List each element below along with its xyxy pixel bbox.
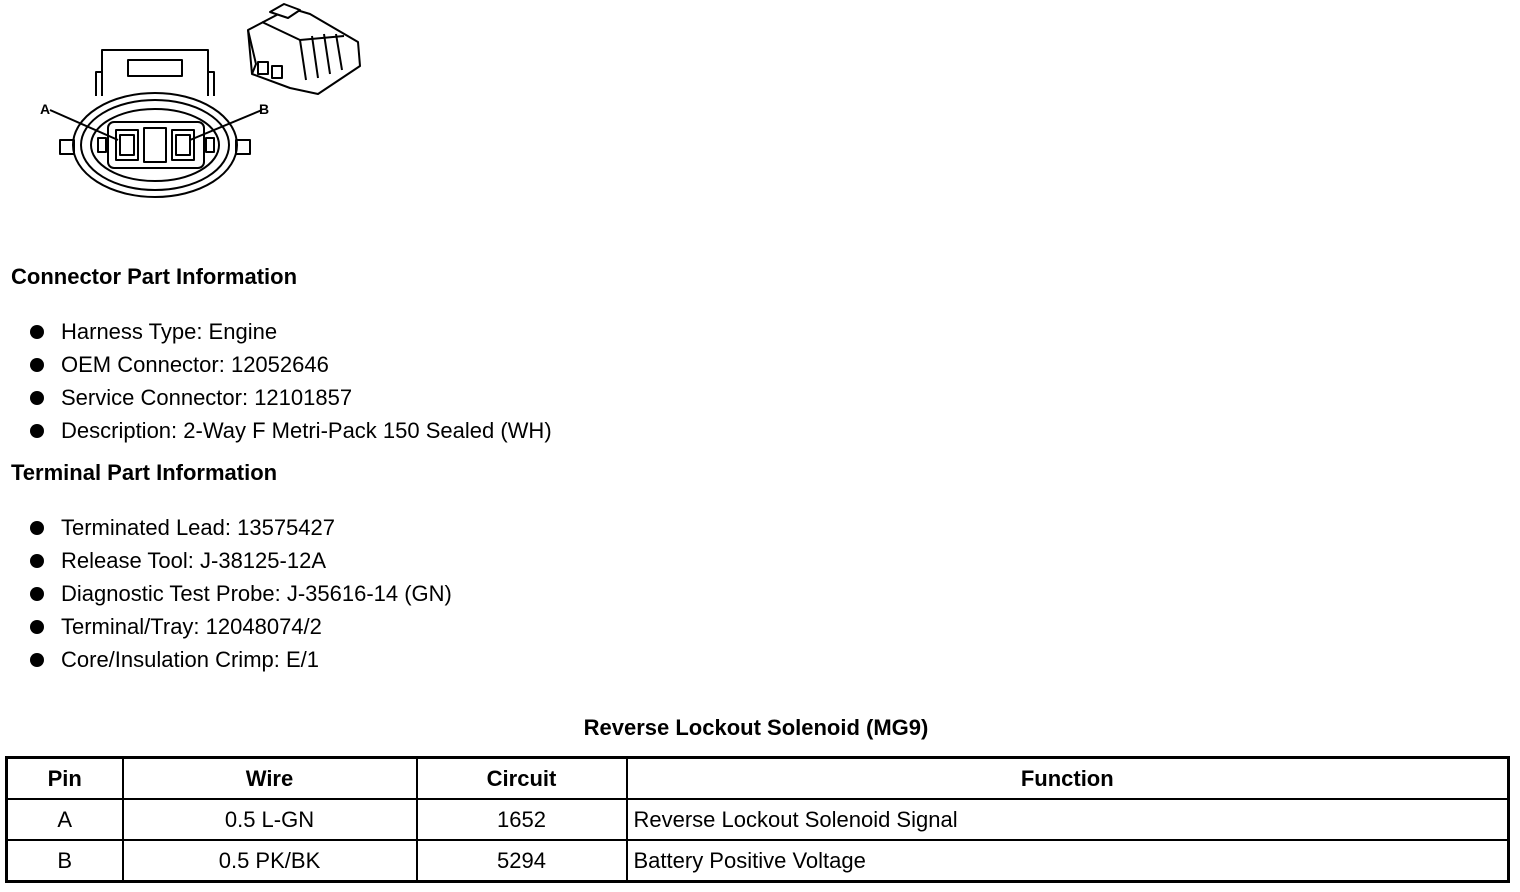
list-item: [28, 544, 452, 577]
pin-a-label: A: [40, 101, 51, 117]
cell-pin: A: [7, 799, 123, 840]
cell-pin: B: [7, 840, 123, 882]
terminal-info-heading: Terminal Part Information: [11, 460, 278, 485]
connector-info-list: [28, 315, 552, 447]
list-item-text: Terminated Lead: 13575427: [61, 515, 335, 540]
bullet-icon: [30, 325, 44, 339]
bullet-icon: [30, 391, 44, 405]
list-item-text: Diagnostic Test Probe: J-35616-14 (GN): [61, 581, 452, 606]
cell-circuit: 1652: [417, 799, 627, 840]
list-item: [28, 643, 452, 676]
bullet-icon: [30, 358, 44, 372]
cell-wire: 0.5 PK/BK: [123, 840, 417, 882]
list-item-text: Harness Type: Engine: [61, 319, 278, 344]
pin-table: [5, 756, 1510, 883]
list-item-text: Release Tool: J-38125-12A: [61, 548, 326, 573]
bullet-icon: [30, 554, 44, 568]
table-row: [7, 840, 1509, 882]
table-title: Reverse Lockout Solenoid (MG9): [583, 715, 929, 740]
list-item: [28, 577, 452, 610]
cell-function: Battery Positive Voltage: [627, 840, 1509, 882]
bullet-icon: [30, 521, 44, 535]
list-item: [28, 610, 452, 643]
header-function: Function: [627, 758, 1509, 800]
header-wire: Wire: [123, 758, 417, 800]
connector-diagram: [0, 0, 380, 210]
bullet-icon: [30, 653, 44, 667]
list-item-text: Description: 2-Way F Metri-Pack 150 Sealed (WH): [61, 418, 552, 443]
pin-b-label: B: [259, 101, 270, 117]
table-row: [7, 799, 1509, 840]
list-item: [28, 511, 452, 544]
table-header-row: [7, 758, 1509, 800]
cell-function: Reverse Lockout Solenoid Signal: [627, 799, 1509, 840]
header-circuit: Circuit: [417, 758, 627, 800]
cell-circuit: 5294: [417, 840, 627, 882]
list-item: [28, 414, 552, 447]
connector-info-heading: Connector Part Information: [11, 264, 298, 289]
terminal-info-list: [28, 511, 452, 676]
list-item-text: Terminal/Tray: 12048074/2: [61, 614, 322, 639]
bullet-icon: [30, 587, 44, 601]
bullet-icon: [30, 620, 44, 634]
bullet-icon: [30, 424, 44, 438]
list-item-text: OEM Connector: 12052646: [61, 352, 329, 377]
cell-wire: 0.5 L-GN: [123, 799, 417, 840]
list-item: [28, 315, 552, 348]
list-item: [28, 381, 552, 414]
list-item: [28, 348, 552, 381]
header-pin: Pin: [7, 758, 123, 800]
list-item-text: Service Connector: 12101857: [61, 385, 353, 410]
list-item-text: Core/Insulation Crimp: E/1: [61, 647, 319, 672]
